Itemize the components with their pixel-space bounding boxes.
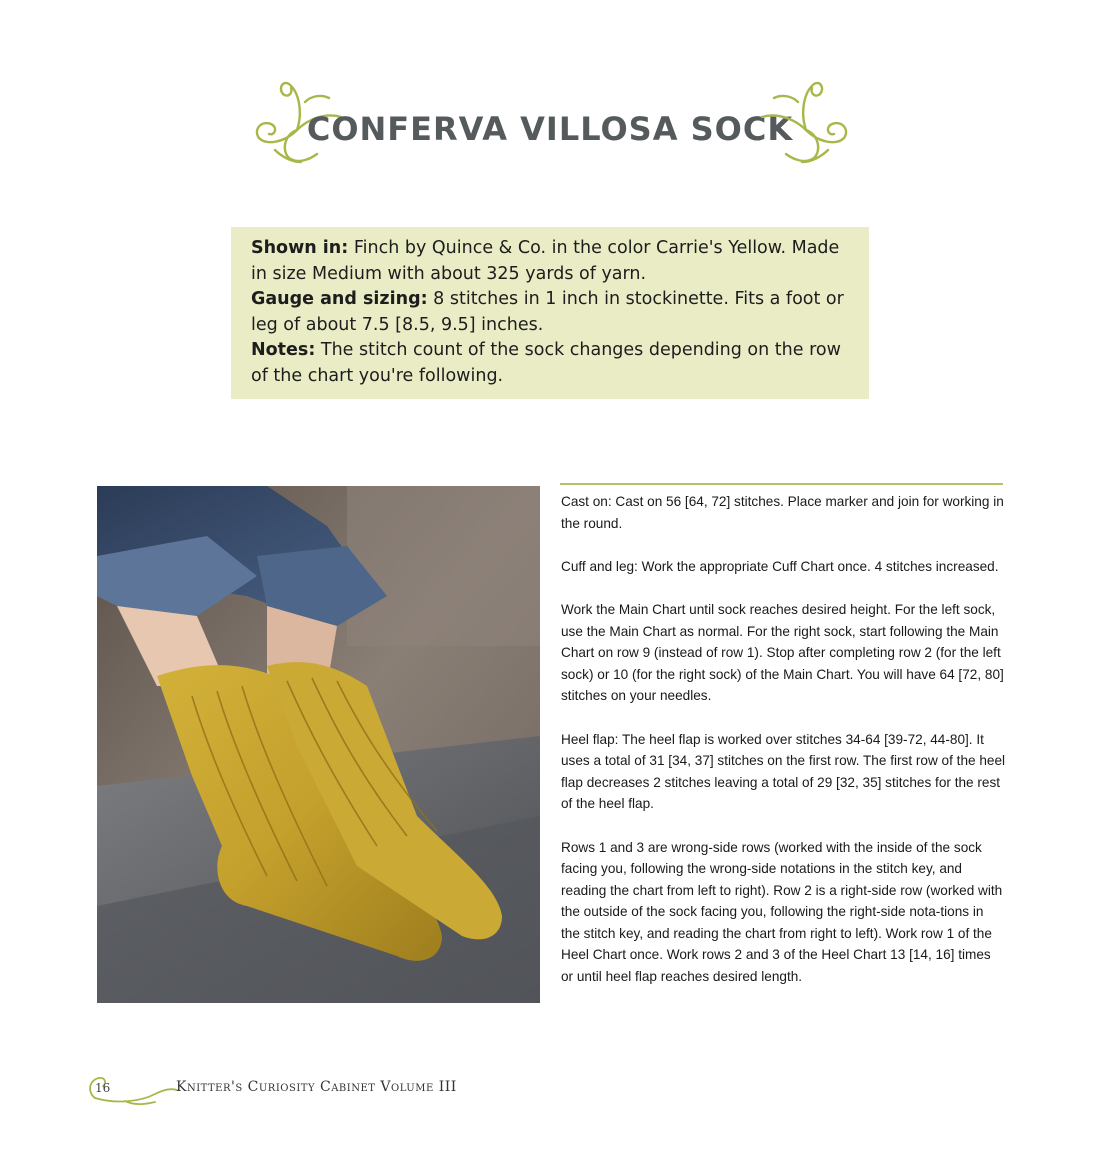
notes-label: Notes: — [251, 340, 316, 360]
pattern-info-box — [231, 227, 869, 399]
gauge-text: 8 stitches in 1 inch in stockinette. Fits a foot or leg of about 7.5 [8.5, 9.5] inches. — [251, 289, 844, 335]
instruction-paragraph: Cast on: Cast on 56 [64, 72] stitches. Place marker and join for working in the round. — [561, 494, 1004, 531]
section-divider — [560, 483, 1003, 485]
page-footer — [85, 1068, 505, 1108]
shown-in-label: Shown in: — [251, 238, 349, 258]
sock-photo-icon — [97, 486, 540, 1003]
notes-line — [251, 338, 849, 389]
flourish-right-icon — [758, 72, 858, 167]
instruction-paragraph: Heel flap: The heel flap is worked over stitches 34-64 [39-72, 44-80]. It uses a total of 31 [34, 37] stitches on the first row. The first row of the heel flap decreases 2 stitches leaving a total of 29 [32, 35] stitches for the rest of the heel flap. — [561, 731, 1006, 812]
shown-in-text: Finch by Quince & Co. in the color Carrie's Yellow. Made in size Medium with about 325 yards of yarn. — [251, 238, 840, 284]
shown-in-line — [251, 236, 849, 287]
instruction-paragraph: Cuff and leg: Work the appropriate Cuff Chart once. 4 stitches increased. — [561, 558, 999, 574]
sock-photo — [97, 486, 540, 1003]
instruction-paragraph: Work the Main Chart until sock reaches desired height. For the left sock, use the Main Chart as normal. For the right sock, start following the Main Chart on row 9 (instead of row 1). Stop after completing row 2 (for the left sock) or 10 (for the right sock) of the Main Chart. You will have 64 [72, 80] stitches on your needles. — [561, 601, 1004, 704]
gauge-label: Gauge and sizing: — [251, 289, 428, 309]
instructions-column — [561, 491, 1006, 1009]
instruction-paragraph: Rows 1 and 3 are wrong-side rows (worked with the inside of the sock facing you, following the wrong-side notations in the stitch key, and reading the chart from left to right). Row 2 is a right-side row (worked with the outside of the sock facing you, following the right-side nota-tions in the stitch key, and reading the chart from right to left). Work row 1 of the Heel Chart once. Work rows 2 and 3 of the Heel Chart 13 [14, 16] times or until heel flap reaches desired length. — [561, 839, 1003, 985]
page-number: 16 — [95, 1081, 111, 1095]
page-title: CONFERVA VILLOSA SOCK — [306, 110, 794, 148]
gauge-line — [251, 287, 849, 338]
running-title: Knitter's Curiosity Cabinet Volume III — [176, 1079, 457, 1095]
title-block — [240, 72, 860, 172]
notes-text: The stitch count of the sock changes depending on the row of the chart you're following. — [251, 340, 841, 386]
